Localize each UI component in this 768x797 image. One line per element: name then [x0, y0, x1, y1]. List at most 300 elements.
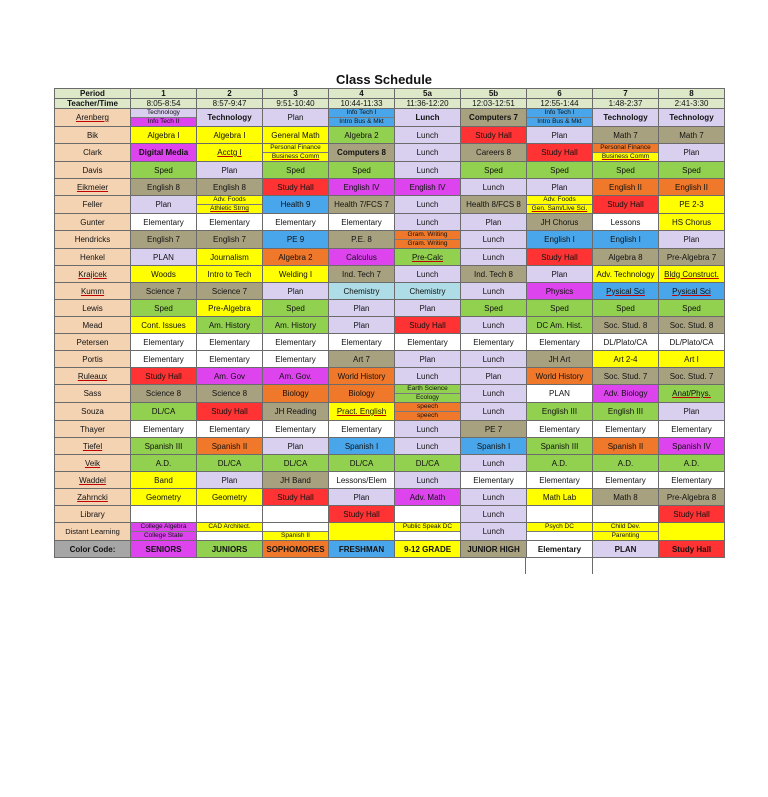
class-cell	[329, 127, 395, 144]
class-label: Lunch	[482, 252, 505, 262]
split-class-cell	[395, 385, 461, 403]
split-class-cell	[131, 109, 197, 127]
teacher-row	[55, 231, 725, 249]
teacher-row	[55, 144, 725, 162]
class-label: Pre-Algebra	[208, 303, 251, 313]
class-label: Science 8	[211, 389, 248, 398]
teacher-row	[55, 283, 725, 300]
class-entry	[527, 531, 592, 540]
class-cell	[461, 283, 527, 300]
class-label: Plan	[155, 200, 172, 209]
class-cell	[659, 421, 725, 438]
class-label: Soc. Stud. 7	[669, 371, 714, 381]
class-label: Plan	[683, 148, 700, 157]
class-cell	[659, 368, 725, 385]
class-cell	[395, 144, 461, 162]
class-cell	[131, 266, 197, 283]
teacher-name: Ruleaux	[55, 368, 131, 385]
class-label: Elementary	[143, 217, 184, 227]
class-label: Adv. Math	[409, 492, 446, 502]
class-label: JH Chorus	[540, 217, 579, 227]
class-cell	[329, 283, 395, 300]
split-class-cell	[263, 523, 329, 541]
class-cell	[329, 385, 395, 403]
class-label: DL/CA	[415, 458, 440, 468]
class-label: Geometry	[211, 492, 248, 502]
teacher-row	[55, 334, 725, 351]
class-cell	[593, 196, 659, 214]
class-label: English 7	[213, 235, 246, 244]
class-label: Physics	[545, 286, 574, 296]
class-cell	[263, 438, 329, 455]
class-cell	[197, 472, 263, 489]
class-label: Lunch	[416, 269, 439, 279]
class-label: DL/CA	[151, 407, 176, 416]
class-cell	[131, 421, 197, 438]
class-cell	[461, 334, 527, 351]
period-header: 6	[527, 89, 593, 99]
class-cell	[131, 334, 197, 351]
class-cell	[593, 455, 659, 472]
class-label: Algebra 2	[278, 252, 313, 262]
class-label: P.E. 8	[351, 235, 372, 244]
class-label: Elementary	[473, 475, 514, 485]
class-label: JUNIOR HIGH	[467, 544, 520, 554]
class-cell	[197, 438, 263, 455]
class-cell	[263, 179, 329, 196]
teacher-row	[55, 300, 725, 317]
class-cell	[395, 334, 461, 351]
class-label: Intro to Tech	[207, 269, 252, 279]
class-cell	[131, 162, 197, 179]
class-label: Plan	[551, 182, 568, 192]
class-label: Journalism	[210, 252, 249, 262]
class-cell	[659, 334, 725, 351]
teacher-time-label: Teacher/Time	[55, 99, 131, 109]
class-cell	[659, 455, 725, 472]
class-label: Info Tech I	[544, 109, 575, 116]
class-cell	[395, 249, 461, 266]
class-cell	[527, 334, 593, 351]
class-label: Math Lab	[542, 492, 577, 502]
class-label: Algebra 2	[344, 130, 379, 140]
class-cell	[527, 506, 593, 523]
class-cell	[131, 455, 197, 472]
class-label: Sped	[154, 303, 173, 313]
color-code-cell	[395, 541, 461, 558]
class-cell	[395, 317, 461, 334]
class-cell	[659, 472, 725, 489]
class-label: DC Am. Hist.	[536, 320, 583, 330]
class-label: Study Hall	[277, 492, 314, 502]
class-cell	[395, 214, 461, 231]
class-cell	[461, 368, 527, 385]
class-label: Elementary	[473, 337, 514, 347]
class-cell	[527, 317, 593, 334]
class-label: Sped	[154, 165, 173, 175]
color-code-cell	[197, 541, 263, 558]
class-label: Lunch	[416, 424, 439, 434]
class-label: World History	[535, 371, 584, 381]
class-entry	[395, 403, 460, 411]
class-label: English III	[607, 407, 644, 416]
class-cell	[593, 179, 659, 196]
class-label: Technology	[669, 113, 714, 122]
color-code-cell	[263, 541, 329, 558]
class-label: Lunch	[482, 389, 505, 398]
class-cell	[197, 179, 263, 196]
class-cell	[329, 231, 395, 249]
class-label: Elementary	[209, 354, 250, 364]
class-cell	[659, 196, 725, 214]
class-cell	[461, 351, 527, 368]
class-label: A.D.	[683, 458, 700, 468]
class-label: Digital Media	[138, 148, 189, 157]
class-label: Calculus	[346, 252, 377, 262]
class-cell	[527, 368, 593, 385]
time-header: 12:03-12:51	[461, 99, 527, 109]
class-label: Sped	[484, 303, 503, 313]
teacher-name: Feller	[55, 196, 131, 214]
class-cell	[395, 162, 461, 179]
teacher-row	[55, 109, 725, 127]
period-header: 5b	[461, 89, 527, 99]
class-label: speech	[417, 403, 438, 410]
teacher-name: Thayer	[55, 421, 131, 438]
period-header: 2	[197, 89, 263, 99]
class-label: Lunch	[416, 200, 439, 209]
class-label: Gen. Sam/Live Sci.	[531, 205, 588, 212]
class-cell	[329, 403, 395, 421]
split-class-cell	[395, 231, 461, 249]
class-label: Lunch	[416, 441, 439, 451]
class-entry	[527, 196, 592, 204]
color-code-cell	[527, 541, 593, 558]
class-cell	[659, 506, 725, 523]
class-label: Plan	[221, 475, 238, 485]
class-cell	[197, 489, 263, 506]
class-cell	[659, 317, 725, 334]
teacher-row	[55, 266, 725, 283]
class-cell	[593, 317, 659, 334]
class-label: Am. Gov	[213, 371, 246, 381]
class-label: Lunch	[482, 458, 505, 468]
class-label: JUNIORS	[211, 544, 248, 554]
class-label: Plan	[353, 492, 370, 502]
class-label: Chemistry	[343, 286, 380, 296]
time-header: 11:36-12:20	[395, 99, 461, 109]
class-cell	[527, 231, 593, 249]
class-cell	[263, 231, 329, 249]
class-cell	[263, 196, 329, 214]
class-cell	[329, 162, 395, 179]
class-label: Plan	[683, 407, 700, 416]
period-label: Period	[55, 89, 131, 99]
class-cell	[395, 179, 461, 196]
class-label: Lunch	[482, 509, 505, 519]
class-label: Study Hall	[211, 407, 248, 416]
teacher-name: Souza	[55, 403, 131, 421]
class-cell	[527, 266, 593, 283]
teacher-name: Lewis	[55, 300, 131, 317]
class-cell	[527, 385, 593, 403]
class-cell	[461, 455, 527, 472]
class-cell	[263, 127, 329, 144]
class-label: Plan	[551, 269, 568, 279]
class-label: Bldg Construct.	[664, 269, 719, 279]
class-label: Math 7	[679, 130, 704, 140]
class-label: JH Reading	[274, 407, 317, 416]
class-label: Lunch	[416, 165, 439, 175]
class-cell	[395, 455, 461, 472]
class-cell	[197, 317, 263, 334]
class-cell	[197, 214, 263, 231]
teacher-row	[55, 127, 725, 144]
class-label: JH Art	[548, 354, 571, 364]
class-label: Elementary	[209, 337, 250, 347]
class-cell	[461, 162, 527, 179]
class-cell	[131, 249, 197, 266]
class-label: FRESHMAN	[338, 544, 385, 554]
class-label: Spanish II	[281, 532, 310, 539]
class-cell	[263, 403, 329, 421]
class-cell	[461, 144, 527, 162]
split-class-cell	[593, 523, 659, 541]
class-cell	[329, 506, 395, 523]
class-label: Technology	[207, 113, 252, 122]
class-entry	[395, 231, 460, 239]
class-label: Parenting	[611, 532, 640, 539]
teacher-name: Kumm	[55, 283, 131, 300]
class-cell	[593, 249, 659, 266]
class-label: Elementary	[605, 424, 646, 434]
class-cell	[593, 334, 659, 351]
class-cell	[395, 421, 461, 438]
class-cell	[593, 162, 659, 179]
class-cell	[395, 266, 461, 283]
class-cell	[131, 214, 197, 231]
class-label: Science 8	[145, 389, 182, 398]
class-label: Math 7	[613, 130, 638, 140]
teacher-row	[55, 368, 725, 385]
class-label: Elementary	[209, 217, 250, 227]
class-label: Sped	[616, 165, 635, 175]
class-cell	[263, 421, 329, 438]
class-cell	[659, 385, 725, 403]
period-header: 7	[593, 89, 659, 99]
class-cell	[461, 249, 527, 266]
class-cell	[197, 231, 263, 249]
trailing-gridlines	[525, 558, 593, 574]
class-label: Spanish I	[344, 441, 379, 451]
class-entry	[395, 393, 460, 402]
period-header: 8	[659, 89, 725, 99]
class-cell	[263, 351, 329, 368]
class-cell	[329, 144, 395, 162]
class-cell	[131, 368, 197, 385]
teacher-row	[55, 249, 725, 266]
class-label: Elementary	[605, 475, 646, 485]
class-cell	[263, 109, 329, 127]
class-cell	[263, 249, 329, 266]
class-label: Plan	[353, 320, 370, 330]
class-cell	[593, 385, 659, 403]
class-cell	[527, 421, 593, 438]
teacher-name: Eikmeier	[55, 179, 131, 196]
class-label: Lessons/Elem	[336, 475, 387, 485]
teacher-name: Hendricks	[55, 231, 131, 249]
class-cell	[395, 351, 461, 368]
class-label: Lunch	[482, 527, 505, 536]
class-label: Acctg I	[217, 148, 242, 157]
class-label: Plan	[419, 303, 436, 313]
class-label: Biology	[282, 389, 309, 398]
split-class-cell	[197, 523, 263, 541]
class-label: Plan	[287, 286, 304, 296]
class-label: Lunch	[416, 475, 439, 485]
period-header: 5a	[395, 89, 461, 99]
class-label: Plan	[419, 354, 436, 364]
teacher-name: Library	[55, 506, 131, 523]
class-entry	[329, 117, 394, 126]
class-cell	[263, 162, 329, 179]
class-cell	[659, 179, 725, 196]
class-label: Study Hall	[541, 252, 578, 262]
class-label: Sped	[352, 165, 371, 175]
class-cell	[131, 179, 197, 196]
class-label: Ind. Tech 8	[474, 269, 513, 279]
class-cell	[659, 127, 725, 144]
class-label: Plan	[221, 165, 238, 175]
time-header: 12:55-1:44	[527, 99, 593, 109]
teacher-name: Veik	[55, 455, 131, 472]
class-label: English III	[541, 407, 578, 416]
class-label: Study Hall	[541, 148, 578, 157]
class-label: Personal Finance	[600, 144, 651, 151]
class-label: Earth Science	[407, 385, 448, 392]
class-label: Technology	[147, 109, 180, 116]
class-label: English II	[609, 182, 642, 192]
class-label: Soc. Stud. 8	[603, 320, 648, 330]
class-label: Lunch	[482, 320, 505, 330]
class-cell	[197, 421, 263, 438]
class-cell	[659, 489, 725, 506]
class-cell	[659, 162, 725, 179]
teacher-name: Davis	[55, 162, 131, 179]
class-cell	[461, 489, 527, 506]
class-entry	[197, 204, 262, 213]
class-cell	[593, 438, 659, 455]
class-label: Elementary	[143, 337, 184, 347]
class-entry	[527, 523, 592, 531]
class-cell	[197, 506, 263, 523]
class-label: Study Hall	[671, 544, 712, 554]
period-header: 4	[329, 89, 395, 99]
class-cell	[197, 368, 263, 385]
period-header: 1	[131, 89, 197, 99]
teacher-row	[55, 196, 725, 214]
class-label: Health 8/FCS 8	[466, 200, 521, 209]
class-label: A.D.	[617, 458, 634, 468]
class-entry	[197, 523, 262, 531]
class-label: Plan	[287, 113, 304, 122]
class-cell	[659, 523, 725, 541]
class-cell	[197, 385, 263, 403]
class-cell	[461, 179, 527, 196]
class-cell	[263, 385, 329, 403]
class-label: Business Comm	[271, 153, 320, 160]
class-entry	[395, 523, 460, 531]
class-label: Elementary	[671, 475, 712, 485]
class-cell	[329, 317, 395, 334]
teacher-name: Arenberg	[55, 109, 131, 127]
class-cell	[461, 472, 527, 489]
class-cell	[263, 472, 329, 489]
class-label: Spanish II	[607, 441, 644, 451]
class-cell	[263, 300, 329, 317]
class-cell	[527, 300, 593, 317]
teacher-row	[55, 385, 725, 403]
time-row	[55, 99, 725, 109]
class-label: Science 7	[211, 286, 248, 296]
class-entry	[593, 523, 658, 531]
class-cell	[329, 266, 395, 283]
class-cell	[263, 368, 329, 385]
class-label: Spanish III	[144, 441, 183, 451]
class-entry	[131, 531, 196, 540]
class-cell	[263, 283, 329, 300]
teacher-name: Krajicek	[55, 266, 131, 283]
class-label: DL/Plato/CA	[669, 337, 714, 347]
class-cell	[131, 300, 197, 317]
class-cell	[197, 455, 263, 472]
class-cell	[593, 472, 659, 489]
class-label: Cont. Issues	[141, 320, 186, 330]
class-cell	[329, 179, 395, 196]
class-label: Art 7	[353, 354, 370, 364]
class-cell	[593, 421, 659, 438]
class-label: Plan	[485, 217, 502, 227]
teacher-row	[55, 214, 725, 231]
teacher-row	[55, 403, 725, 421]
class-label: JH Band	[280, 475, 311, 485]
class-cell	[197, 403, 263, 421]
class-label: Study Hall	[343, 509, 380, 519]
teacher-row	[55, 489, 725, 506]
class-cell	[197, 144, 263, 162]
class-entry	[263, 531, 328, 540]
class-label: English I	[610, 235, 641, 244]
class-label: Intro Bus & Mkt	[339, 118, 384, 125]
teacher-name: Gunter	[55, 214, 131, 231]
class-label: Computers 7	[469, 113, 518, 122]
teacher-row	[55, 351, 725, 368]
class-label: Study Hall	[607, 200, 644, 209]
class-label: DL/CA	[217, 458, 242, 468]
class-label: SENIORS	[145, 544, 182, 554]
class-label: Ecology	[415, 394, 440, 401]
class-cell	[527, 127, 593, 144]
class-cell	[527, 472, 593, 489]
class-cell	[593, 109, 659, 127]
class-cell	[527, 455, 593, 472]
class-label: Art 2-4	[613, 354, 638, 364]
class-cell	[329, 334, 395, 351]
class-label: DL/CA	[349, 458, 374, 468]
class-cell	[131, 144, 197, 162]
class-cell	[131, 127, 197, 144]
color-code-cell	[131, 541, 197, 558]
